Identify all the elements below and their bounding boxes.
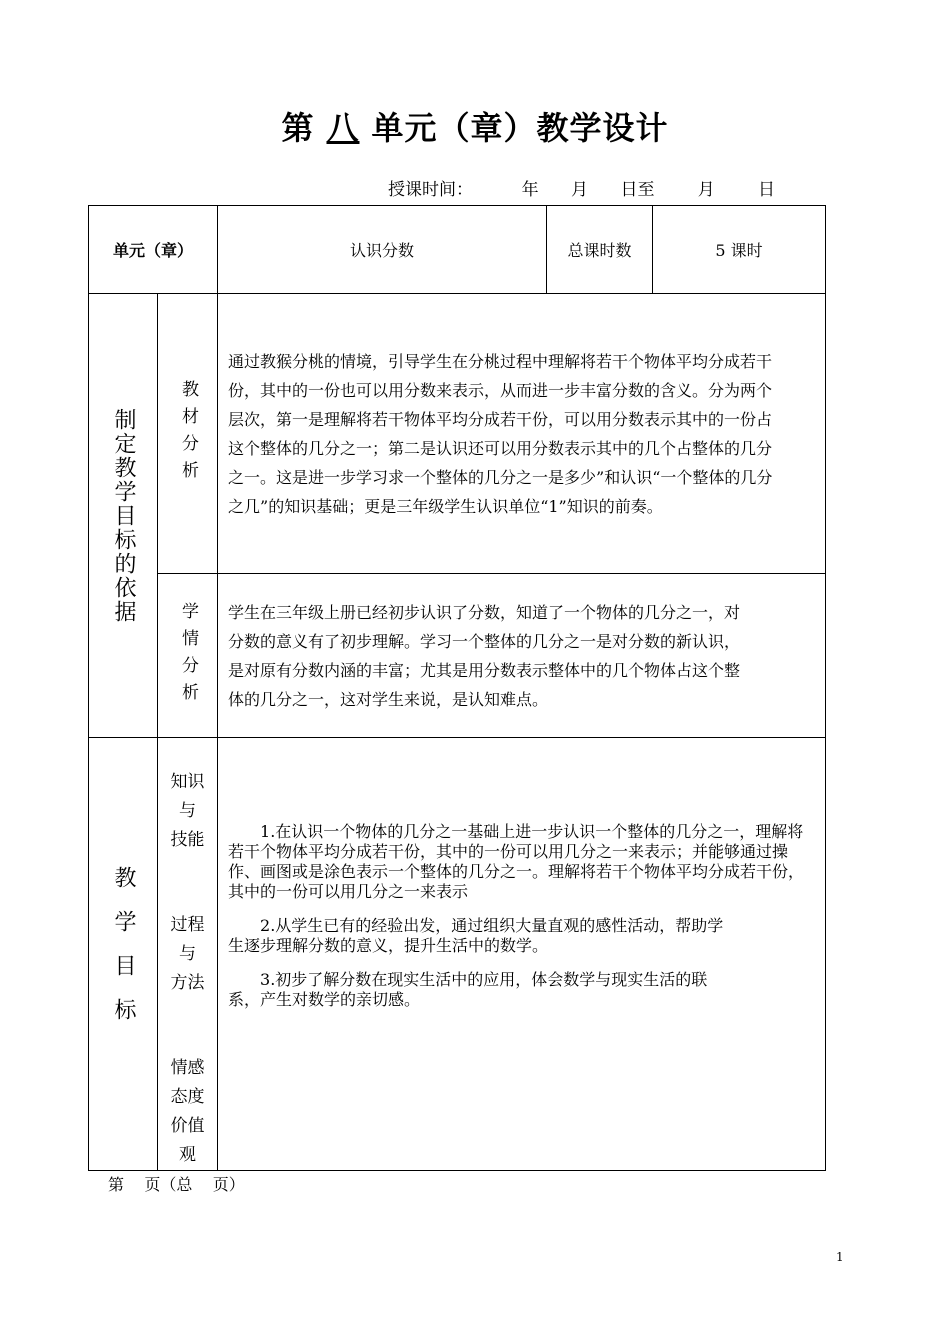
title-suffix: 单元（章）教学设计 xyxy=(371,109,669,147)
page-footer: 第 页（总 页） xyxy=(108,1175,245,1194)
title-prefix: 第 xyxy=(281,109,315,147)
student-content-cell xyxy=(218,574,826,738)
textbook-label: 教材分析 xyxy=(178,379,198,488)
goal-item: 1.在认识一个物体的几分之一基础上进一步认识一个整体的几分之一，理解将若干个物体平均分成若干份，其中的一份可以用几分之一来表示；并能够通过操作、画图或是涂色表示一个整体的几分之一。理解将若干个物体平均分成若干份，其中的一份可以用几分之一来表示 xyxy=(228,822,805,901)
textbook-text: 通过教猴分桃的情境，引导学生在分桃过程中理解将若干个物体平均分成若干份，其中的一份也可以用分数来表示，从而进一步丰富分数的含义。分为两个层次，第一是理解将若干物体平均分成若干份，可以用分数表示其中的一份占这个整体的几分之一；第二是认识还可以用分数表示其中的几个占整体的几分之一。这是进一步学习求一个整体的几分之一是多少”和认识“一个整体的几分之几”的知识基础；更是三年级学生认识单位“1”知识的前奏。 xyxy=(228,351,773,516)
knowledge-label-line: 知识 xyxy=(170,772,205,792)
student-row xyxy=(89,574,826,738)
goal-item: 3.初步了解分数在现实生活中的应用，体会数学与现实生活的联系，产生对数学的亲切感。 xyxy=(228,970,708,1009)
knowledge-label-line: 技能 xyxy=(170,830,205,850)
goals-content-cell xyxy=(218,738,826,1171)
emotion-label-line: 价值 xyxy=(170,1116,205,1136)
process-label-line: 方法 xyxy=(170,973,205,993)
unit-label: 单元（章） xyxy=(89,206,218,294)
knowledge-label xyxy=(158,768,217,855)
student-label-cell xyxy=(158,574,218,738)
basis-group-cell xyxy=(89,294,158,738)
student-label: 学情分析 xyxy=(178,601,198,710)
goals-group-cell xyxy=(89,738,158,1171)
unit-value: 认识分数 xyxy=(218,206,547,294)
emotion-label-line: 观 xyxy=(179,1145,196,1165)
hours-label: 总课时数 xyxy=(547,206,653,294)
student-text: 学生在三年级上册已经初步认识了分数，知道了一个物体的几分之一，对分数的意义有了初步理解。学习一个整体的几分之一是对分数的新认识，是对原有分数内涵的丰富；尤其是用分数表示整体中的几个物体占这个整体的几分之一，这对学生来说，是认知难点。 xyxy=(228,602,741,709)
textbook-label-cell xyxy=(158,294,218,574)
process-label-line: 与 xyxy=(179,944,196,964)
knowledge-label-line: 与 xyxy=(179,801,196,821)
emotion-label xyxy=(158,1054,217,1170)
emotion-label-line: 情感 xyxy=(170,1058,205,1078)
goals-list xyxy=(218,822,825,1010)
page-title xyxy=(0,103,950,149)
emotion-label-line: 态度 xyxy=(170,1087,205,1107)
textbook-row xyxy=(89,294,826,574)
design-table xyxy=(88,205,826,1171)
process-label-line: 过程 xyxy=(170,915,205,935)
goal-item: 2.从学生已有的经验出发，通过组织大量直观的感性活动，帮助学生逐步理解分数的意义，提升生活中的数学。 xyxy=(228,916,724,955)
goals-labels-cell xyxy=(158,738,218,1171)
teaching-time-line: 授课时间： 年 月 日至 月 日 xyxy=(388,180,775,200)
page-number: 1 xyxy=(836,1250,844,1264)
hours-value: 5 课时 xyxy=(653,206,826,294)
header-row xyxy=(89,206,826,294)
basis-group-label: 制定教学目标的依据 xyxy=(111,407,136,624)
goals-group-label: 教学目标 xyxy=(111,866,136,1042)
goals-row xyxy=(89,738,826,1171)
title-unit-number: 八 xyxy=(326,109,360,147)
process-label xyxy=(158,911,217,998)
textbook-content-cell xyxy=(218,294,826,574)
